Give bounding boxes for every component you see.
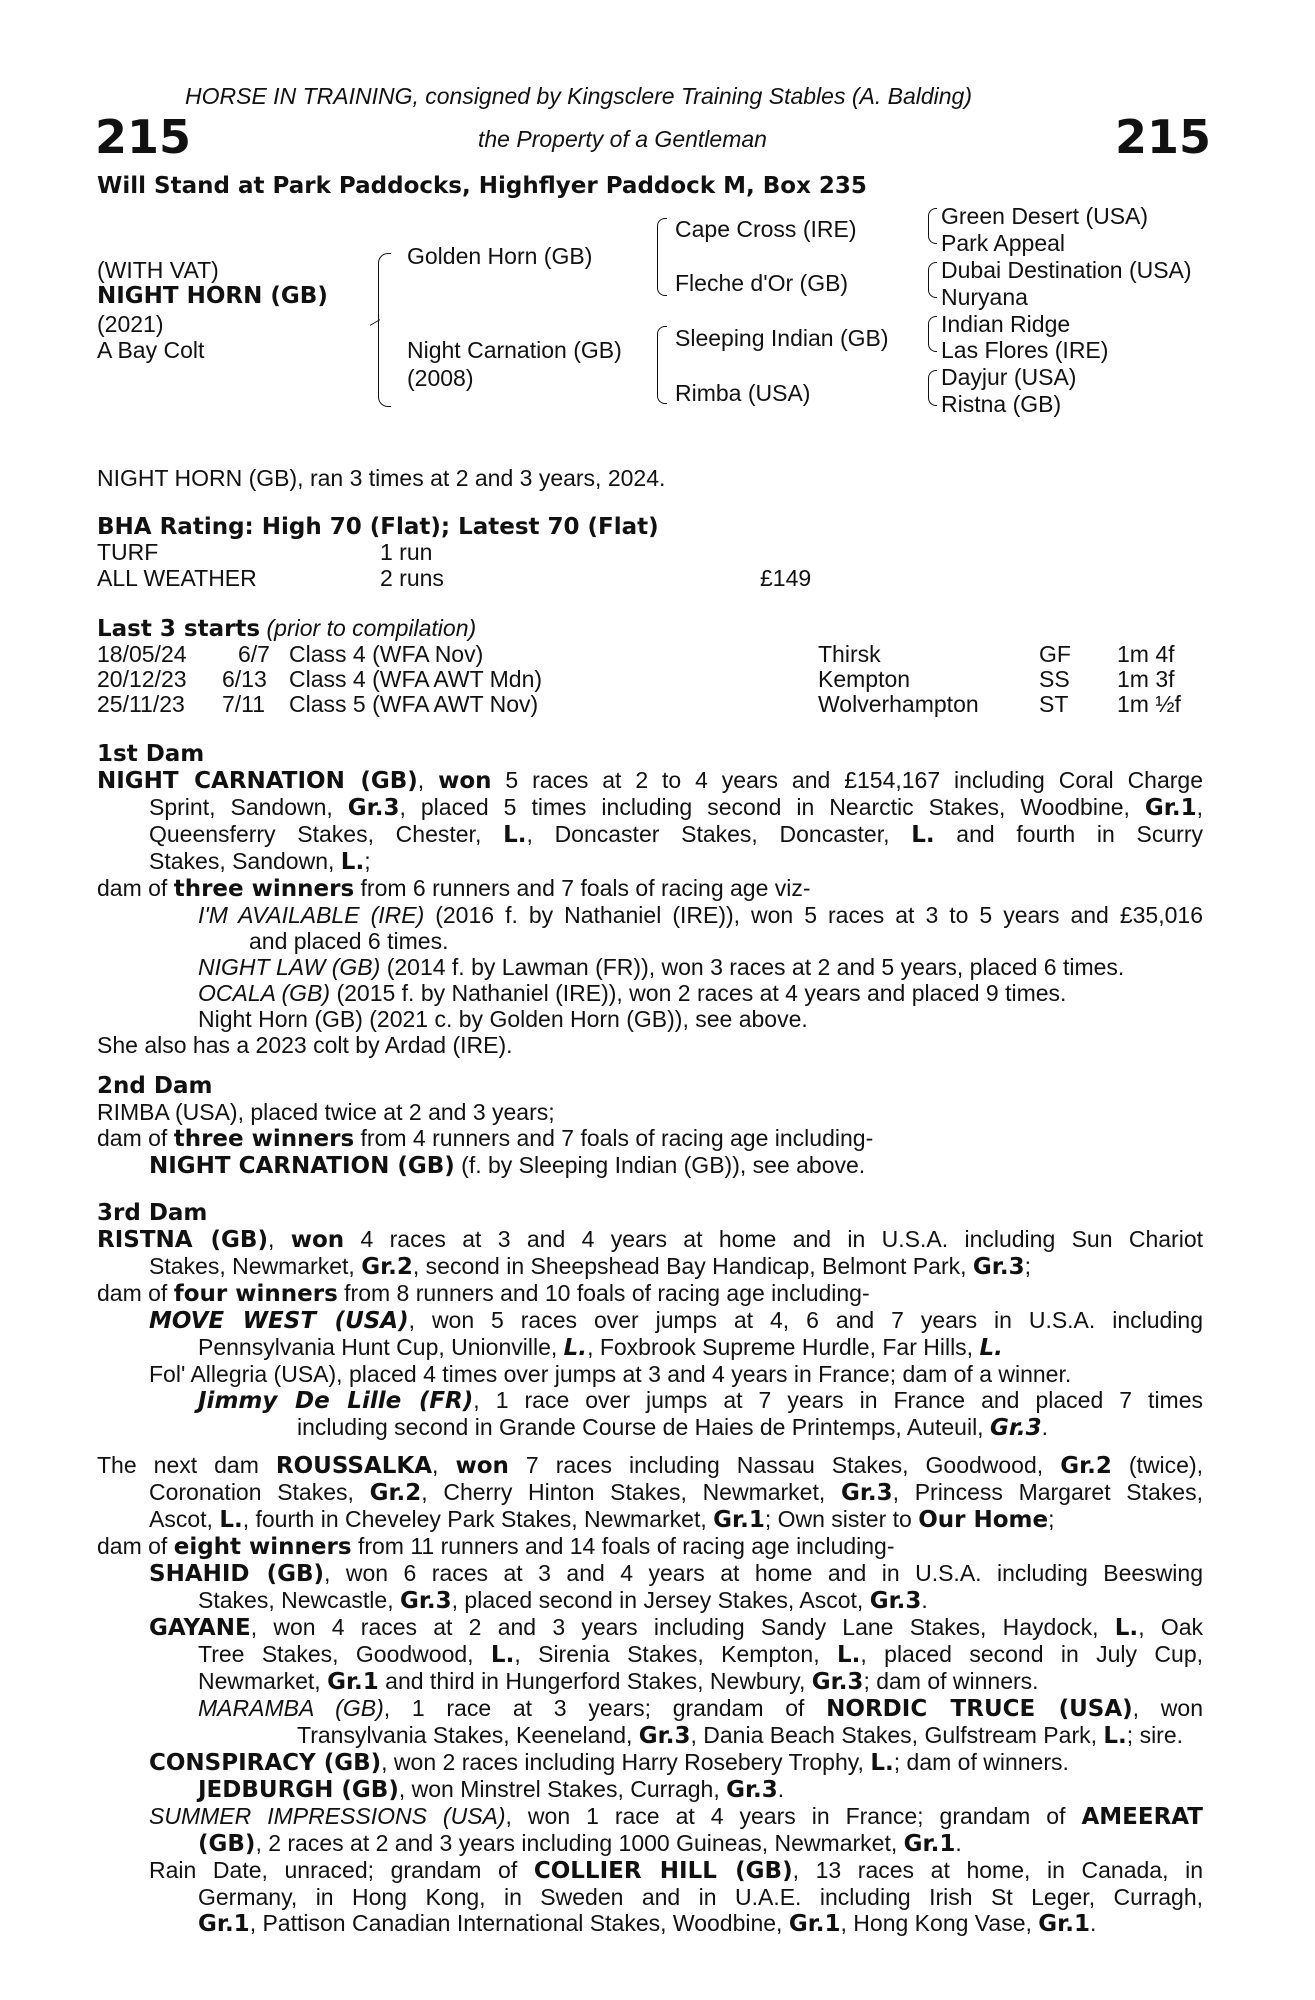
dam-line: dam of eight winners from 11 runners and 14 foals of racing age including- xyxy=(97,1533,895,1560)
dam-line: Queensferry Stakes, Chester, L., Doncaster Stakes, Doncaster, L. and fourth in Scurry xyxy=(149,821,1203,848)
pedigree-bracket-dam xyxy=(657,326,667,404)
dam-line: Sprint, Sandown, Gr.3, placed 5 times including second in Nearctic Stakes, Woodbine, Gr.1, xyxy=(149,794,1203,821)
rating-turf-surface: TURF xyxy=(97,539,159,565)
start-race: Class 4 (WFA AWT Mdn) xyxy=(289,666,543,692)
start-course: Thirsk xyxy=(818,641,881,667)
starts-title: Last 3 starts xyxy=(97,616,261,642)
section-title: 3rd Dam xyxy=(97,1200,208,1226)
pedigree-g8: Ristna (GB) xyxy=(941,391,1062,417)
starts-heading xyxy=(97,615,476,642)
pedigree-g7: Dayjur (USA) xyxy=(941,364,1077,390)
rating-aw-surface: ALL WEATHER xyxy=(97,565,257,591)
pedigree-dam: Night Carnation (GB) xyxy=(407,337,622,363)
list-item: JEDBURGH (GB), won Minstrel Stakes, Curragh, Gr.3. xyxy=(198,1776,785,1803)
starts-note: (prior to compilation) xyxy=(266,615,477,641)
start-going: GF xyxy=(1039,641,1071,667)
rating-aw-runs: 2 runs xyxy=(380,565,444,591)
pedigree-bracket-sire xyxy=(657,218,667,296)
vat-label: (WITH VAT) xyxy=(97,257,219,283)
start-course: Wolverhampton xyxy=(818,691,979,717)
list-item: Fol' Allegria (USA), placed 4 times over jumps at 3 and 4 years in France; dam of a winner. xyxy=(149,1361,1072,1387)
pedigree-g2: Park Appeal xyxy=(941,230,1066,256)
rating-aw-earnings: £149 xyxy=(760,565,812,591)
list-item: MOVE WEST (USA), won 5 races over jumps at 4, 6 and 7 years in U.S.A. including xyxy=(149,1307,1204,1334)
rating-turf-runs: 1 run xyxy=(380,539,433,565)
property-line: the Property of a Gentleman xyxy=(478,126,767,152)
dam-line: dam of three winners from 6 runners and 7 foals of racing age viz- xyxy=(97,875,811,902)
horse-name: NIGHT HORN (GB) xyxy=(97,283,328,309)
start-distance: 1m 3f xyxy=(1117,666,1175,692)
dam-line: NIGHT CARNATION (GB), won 5 races at 2 to 4 years and £154,167 including Coral Charge xyxy=(97,767,1203,794)
section-title: 1st Dam xyxy=(97,741,205,767)
pedigree-bracket-g1 xyxy=(928,208,937,244)
start-race: Class 5 (WFA AWT Nov) xyxy=(289,691,539,717)
pedigree-dam-sire: Sleeping Indian (GB) xyxy=(675,325,889,351)
horse-description: A Bay Colt xyxy=(97,337,205,363)
pedigree-bracket-g2 xyxy=(928,262,937,298)
list-item: Night Horn (GB) (2021 c. by Golden Horn (GB)), see above. xyxy=(198,1006,808,1032)
pedigree-sire-sire: Cape Cross (IRE) xyxy=(675,216,857,242)
start-race: Class 4 (WFA Nov) xyxy=(289,641,484,667)
second-dam-section xyxy=(97,1073,1203,1179)
lot-number-right: 215 xyxy=(1115,110,1212,164)
list-item: I'M AVAILABLE (IRE) (2016 f. by Nathaniel (IRE)), won 5 races at 3 to 5 years and £35,016 xyxy=(198,902,1203,928)
rating-title: BHA Rating: High 70 (Flat); Latest 70 (Flat) xyxy=(97,514,659,540)
pedigree-sire-dam: Fleche d'Or (GB) xyxy=(675,270,849,296)
list-item: She also has a 2023 colt by Ardad (IRE). xyxy=(97,1032,513,1058)
list-item: Transylvania Stakes, Keeneland, Gr.3, Dania Beach Stakes, Gulfstream Park, L.; sire. xyxy=(297,1722,1184,1749)
list-item: Rain Date, unraced; grandam of COLLIER HILL (GB), 13 races at home, in Canada, in xyxy=(149,1857,1203,1884)
lot-number-left: 215 xyxy=(95,110,192,164)
third-dam-section xyxy=(97,1200,1203,1441)
pedigree-sire: Golden Horn (GB) xyxy=(407,243,593,269)
start-distance: 1m 4f xyxy=(1117,641,1175,667)
list-item: CONSPIRACY (GB), won 2 races including Harry Rosebery Trophy, L.; dam of winners. xyxy=(149,1749,1069,1776)
list-item: OCALA (GB) (2015 f. by Nathaniel (IRE)), won 2 races at 4 years and placed 9 times. xyxy=(198,980,1067,1006)
list-item: Jimmy De Lille (FR), 1 race over jumps at 7 years in France and placed 7 times xyxy=(198,1387,1204,1414)
list-item: GAYANE, won 4 races at 2 and 3 years including Sandy Lane Stakes, Haydock, L., Oak xyxy=(149,1614,1203,1641)
start-position: 7/11 xyxy=(222,691,266,717)
pedigree-g3: Dubai Destination (USA) xyxy=(941,257,1192,283)
pedigree-dam-dam: Rimba (USA) xyxy=(675,380,811,406)
start-going: ST xyxy=(1039,691,1069,717)
list-item: MARAMBA (GB), 1 race at 3 years; grandam of NORDIC TRUCE (USA), won xyxy=(198,1695,1203,1722)
start-position: 6/7 xyxy=(238,641,270,667)
first-dam-section xyxy=(97,741,1203,1058)
list-item: Germany, in Hong Kong, in Sweden and in U.A.E. including Irish St Leger, Curragh, xyxy=(198,1884,1203,1910)
dam-line: RIMBA (USA), placed twice at 2 and 3 years; xyxy=(97,1099,555,1125)
race-summary: NIGHT HORN (GB), ran 3 times at 2 and 3 years, 2024. xyxy=(97,465,666,491)
list-item: NIGHT LAW (GB) (2014 f. by Lawman (FR)), won 3 races at 2 and 5 years, placed 6 times. xyxy=(198,954,1125,980)
dam-line: The next dam ROUSSALKA, won 7 races including Nassau Stakes, Goodwood, Gr.2 (twice), xyxy=(97,1452,1204,1479)
start-course: Kempton xyxy=(818,666,911,692)
stand-location: Will Stand at Park Paddocks, Highflyer Paddock M, Box 235 xyxy=(97,173,867,199)
dam-line: RISTNA (GB), won 4 races at 3 and 4 years at home and in U.S.A. including Sun Chariot xyxy=(97,1226,1203,1253)
list-item: (GB), 2 races at 2 and 3 years including 1000 Guineas, Newmarket, Gr.1. xyxy=(198,1830,962,1857)
dam-line: dam of three winners from 4 runners and 7 foals of racing age including- xyxy=(97,1125,874,1152)
dam-line: Ascot, L., fourth in Cheveley Park Stakes, Newmarket, Gr.1; Own sister to Our Home; xyxy=(149,1506,1055,1533)
list-item: SHAHID (GB), won 6 races at 3 and 4 years at home and in U.S.A. including Beeswing xyxy=(149,1560,1203,1587)
pedigree-g4: Nuryana xyxy=(941,284,1028,310)
list-item: including second in Grande Course de Haies de Printemps, Auteuil, Gr.3. xyxy=(297,1414,1049,1441)
list-item: Tree Stakes, Goodwood, L., Sirenia Stakes, Kempton, L., placed second in July Cup, xyxy=(198,1641,1204,1668)
list-item: SUMMER IMPRESSIONS (USA), won 1 race at 4 years in France; grandam of AMEERAT xyxy=(149,1803,1203,1830)
pedigree-bracket-g3 xyxy=(928,316,937,352)
pedigree-g1: Green Desert (USA) xyxy=(941,203,1149,229)
horse-year: (2021) xyxy=(97,311,164,337)
list-item: Pennsylvania Hunt Cup, Unionville, L., Foxbrook Supreme Hurdle, Far Hills, L. xyxy=(198,1334,1003,1361)
dam-line: dam of four winners from 8 runners and 10 foals of racing age including- xyxy=(97,1280,870,1307)
start-date: 20/12/23 xyxy=(97,666,187,692)
list-item: and placed 6 times. xyxy=(249,928,449,954)
start-position: 6/13 xyxy=(222,666,267,692)
section-title: 2nd Dam xyxy=(97,1073,213,1099)
pedigree-g6: Las Flores (IRE) xyxy=(941,337,1109,363)
list-item: Gr.1, Pattison Canadian International Stakes, Woodbine, Gr.1, Hong Kong Vase, Gr.1. xyxy=(198,1910,1097,1937)
dam-line: Coronation Stakes, Gr.2, Cherry Hinton Stakes, Newmarket, Gr.3, Princess Margaret Stakes, xyxy=(149,1479,1203,1506)
start-going: SS xyxy=(1039,666,1070,692)
dam-line: Stakes, Sandown, L.; xyxy=(149,848,371,875)
dam-line: Stakes, Newmarket, Gr.2, second in Sheepshead Bay Handicap, Belmont Park, Gr.3; xyxy=(149,1253,1031,1280)
pedigree-dam-year: (2008) xyxy=(407,365,474,391)
list-item: NIGHT CARNATION (GB) (f. by Sleeping Indian (GB)), see above. xyxy=(149,1152,866,1179)
pedigree-bracket-g4 xyxy=(928,370,937,406)
start-date: 25/11/23 xyxy=(97,691,185,717)
start-distance: 1m ½f xyxy=(1117,691,1181,717)
start-date: 18/05/24 xyxy=(97,641,187,667)
list-item: Newmarket, Gr.1 and third in Hungerford Stakes, Newbury, Gr.3; dam of winners. xyxy=(198,1668,1039,1695)
list-item: Stakes, Newcastle, Gr.3, placed second in Jersey Stakes, Ascot, Gr.3. xyxy=(198,1587,928,1614)
pedigree-g5: Indian Ridge xyxy=(941,311,1071,337)
next-dam-section xyxy=(97,1452,1203,1937)
consignment-line: HORSE IN TRAINING, consigned by Kingsclere Training Stables (A. Balding) xyxy=(185,83,972,109)
